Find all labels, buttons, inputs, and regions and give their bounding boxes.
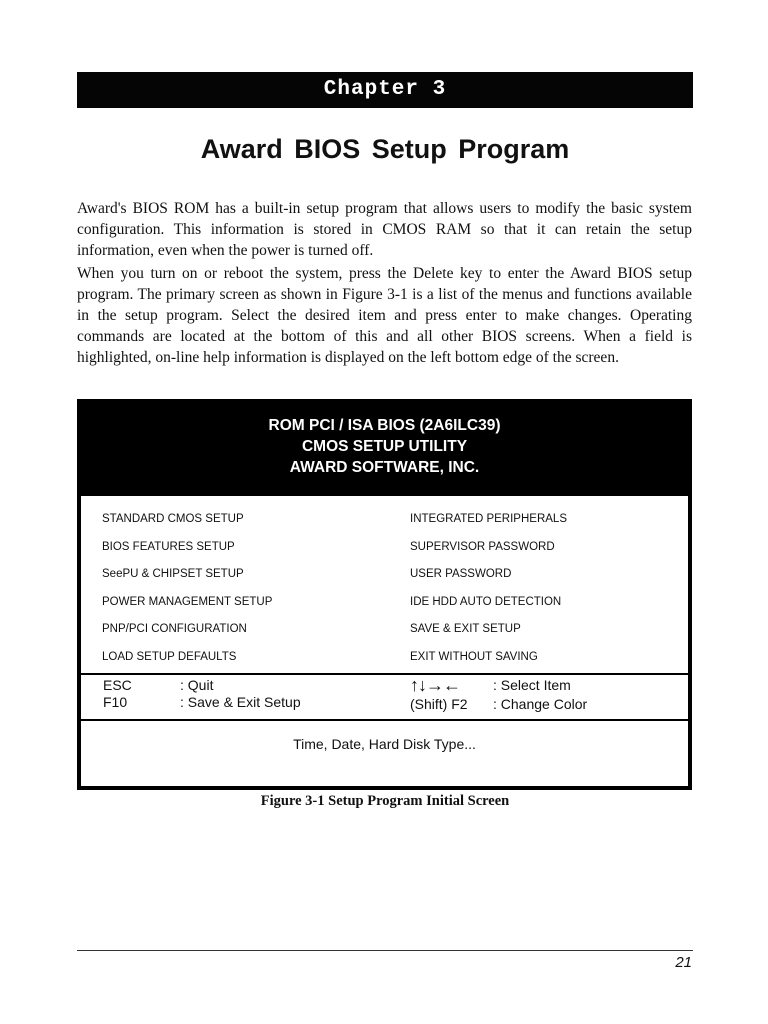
menu-item-exit-without-saving: EXIT WITHOUT SAVING [410,651,538,663]
key-esc-action: : Quit [180,677,214,693]
menu-item-bios-features: BIOS FEATURES SETUP [102,541,235,553]
menu-item-pnp-pci: PNP/PCI CONFIGURATION [102,623,247,635]
menu-item-save-exit: SAVE & EXIT SETUP [410,623,521,635]
menu-item-chipset: SeePU & CHIPSET SETUP [102,568,244,580]
bios-menu-panel [81,496,688,786]
divider [81,673,688,675]
menu-item-standard-cmos: STANDARD CMOS SETUP [102,513,244,525]
key-f10: F10 [103,694,128,710]
key-esc: ESC [103,677,132,693]
menu-item-supervisor-password: SUPERVISOR PASSWORD [410,541,555,553]
vendor-line: AWARD SOFTWARE, INC. [289,459,480,476]
intro-paragraph: Award's BIOS ROM has a built-in setup program that allows users to modify the basic system configuration. This information is stored in CMOS RAM so that it can retain the setup information, even when the power is turned off. [77,200,692,259]
help-hint-text: Time, Date, Hard Disk Type... [293,736,476,752]
menu-item-user-password: USER PASSWORD [410,568,512,580]
page-title: Award BIOS Setup Program [200,134,570,164]
key-arrows-action: : Select Item [493,677,571,693]
menu-item-integrated-peripherals: INTEGRATED PERIPHERALS [410,513,567,525]
utility-name-line: CMOS SETUP UTILITY [301,438,468,455]
key-shift-f2: (Shift) F2 [410,696,468,712]
key-shift-f2-action: : Change Color [493,696,588,712]
bios-screen-header [77,415,692,478]
bios-version-line: ROM PCI / ISA BIOS (2A6ILC39) [268,417,501,434]
arrow-keys-icon: ↑↓→← [410,675,460,695]
page-number: 21 [675,954,692,971]
menu-item-load-defaults: LOAD SETUP DEFAULTS [102,651,237,663]
key-f10-action: : Save & Exit Setup [180,694,301,710]
divider [81,719,688,721]
chapter-banner: Chapter 3 [77,72,693,108]
instructions-paragraph: When you turn on or reboot the system, press the Delete key to enter the Award BIOS setup program. The primary screen as shown in Figure 3-1 is a list of the menus and functions available in the setup program. Select the desired item and press enter to make changes. Operating commands are located at the bottom of this and all other BIOS screens. When a field is highlighted, on-line help information is displayed on the left bottom edge of the screen. [77,265,692,366]
bios-setup-screen-figure [77,399,692,790]
footer-divider [77,950,693,951]
menu-item-power-management: POWER MANAGEMENT SETUP [102,596,273,608]
menu-item-ide-hdd-detection: IDE HDD AUTO DETECTION [410,596,562,608]
figure-caption: Figure 3-1 Setup Program Initial Screen [260,793,510,809]
